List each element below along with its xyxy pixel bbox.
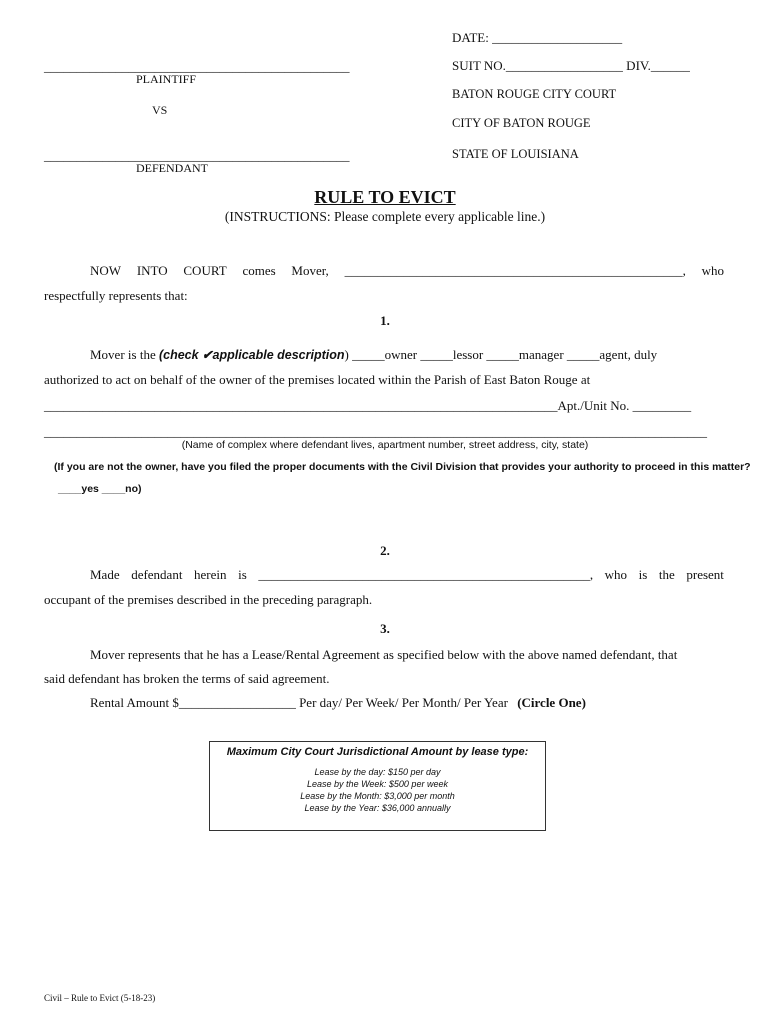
mover-name-field[interactable]: ____________________________________________________, xyxy=(344,263,686,278)
page-title: RULE TO EVICT xyxy=(314,187,456,207)
jurisdiction-item: Lease by the day: $150 per day xyxy=(314,767,441,777)
check-applicable-label: (check ✔applicable description xyxy=(158,348,345,362)
address-caption: (Name of complex where defendant lives, apartment number, street address, city, state) xyxy=(181,439,589,451)
vs-label: VS xyxy=(152,103,168,117)
yes-no-field[interactable]: ____yes ____no) xyxy=(58,483,142,495)
jurisdiction-box xyxy=(209,741,546,831)
instructions: (INSTRUCTIONS: Please complete every applicable line.) xyxy=(224,209,546,224)
section-1-prefix: Mover is the xyxy=(90,347,159,362)
section-1-line-2: authorized to act on behalf of the owner of the premises located within the Parish of East Baton Rouge at xyxy=(44,372,591,387)
section-3-number: 3. xyxy=(380,621,390,636)
jurisdiction-item: Lease by the Week: $500 per week xyxy=(307,779,448,789)
section-2-word: is xyxy=(638,567,648,582)
section-2-word: the xyxy=(658,567,675,582)
jurisdiction-title: Maximum City Court Jurisdictional Amount by lease type: xyxy=(226,746,529,758)
intro-word: INTO xyxy=(136,263,168,278)
section-2-line-2: occupant of the premises described in the preceding paragraph. xyxy=(44,592,373,607)
section-1-number: 1. xyxy=(380,313,390,328)
premises-address-field-2[interactable]: ______________________________________________________________________________________________________ xyxy=(44,424,707,439)
section-2-word: who xyxy=(604,567,628,582)
section-2-word: is xyxy=(238,567,247,582)
defendant-name-field[interactable]: ___________________________________________________, xyxy=(258,567,594,582)
state-name: STATE OF LOUISIANA xyxy=(452,147,579,161)
defendant-label: DEFENDANT xyxy=(136,161,208,175)
intro-word: who xyxy=(701,263,724,278)
intro-line-2: respectfully represents that: xyxy=(44,288,188,303)
intro-word: NOW xyxy=(90,263,122,278)
intro-line xyxy=(90,263,724,279)
circle-one-label: (Circle One) xyxy=(517,695,586,710)
jurisdiction-item: Lease by the Month: $3,000 per month xyxy=(300,791,455,801)
section-2-number: 2. xyxy=(380,543,390,558)
section-2-word: herein xyxy=(194,567,227,582)
court-name: BATON ROUGE CITY COURT xyxy=(452,87,617,101)
date-field[interactable]: DATE: ____________________ xyxy=(452,30,623,45)
section-3-line-2: said defendant has broken the terms of said agreement. xyxy=(44,671,330,686)
footer-form-id: Civil – Rule to Evict (5-18-23) xyxy=(44,993,156,1003)
plaintiff-line[interactable]: _______________________________________________ xyxy=(44,59,350,74)
city-name: CITY OF BATON ROUGE xyxy=(452,116,591,130)
intro-word: COURT xyxy=(183,263,227,278)
mover-role-checklist[interactable]: _____owner _____lessor _____manager _____agent, duly xyxy=(348,347,658,362)
plaintiff-label: PLAINTIFF xyxy=(136,72,197,86)
intro-word: comes xyxy=(242,263,276,278)
section-2-word: present xyxy=(686,567,724,582)
section-2-word: Made xyxy=(90,567,120,582)
jurisdiction-list xyxy=(210,766,545,814)
jurisdiction-item: Lease by the Year: $36,000 annually xyxy=(304,803,451,813)
section-2-word: defendant xyxy=(131,567,183,582)
section-1-paren: ) xyxy=(344,347,349,362)
section-1-line-1 xyxy=(90,347,657,363)
premises-address-field[interactable]: _______________________________________________________________________________Apt./Unit No. _________ xyxy=(44,398,692,413)
owner-question: (If you are not the owner, have you filed the proper documents with the Civil Division that provides your authority to proceed in this matter? xyxy=(54,461,751,473)
defendant-line[interactable]: _______________________________________________ xyxy=(44,148,350,163)
intro-word: Mover, xyxy=(291,263,329,278)
section-2-line-1 xyxy=(90,567,724,583)
rental-amount-line xyxy=(90,695,586,711)
section-3-line-1: Mover represents that he has a Lease/Rental Agreement as specified below with the above named defendant, that xyxy=(90,647,678,662)
suit-no-field[interactable]: SUIT NO.__________________ DIV.______ xyxy=(452,58,690,73)
rental-amount-field[interactable]: Rental Amount $__________________ Per day/ Per Week/ Per Month/ Per Year xyxy=(90,695,508,710)
